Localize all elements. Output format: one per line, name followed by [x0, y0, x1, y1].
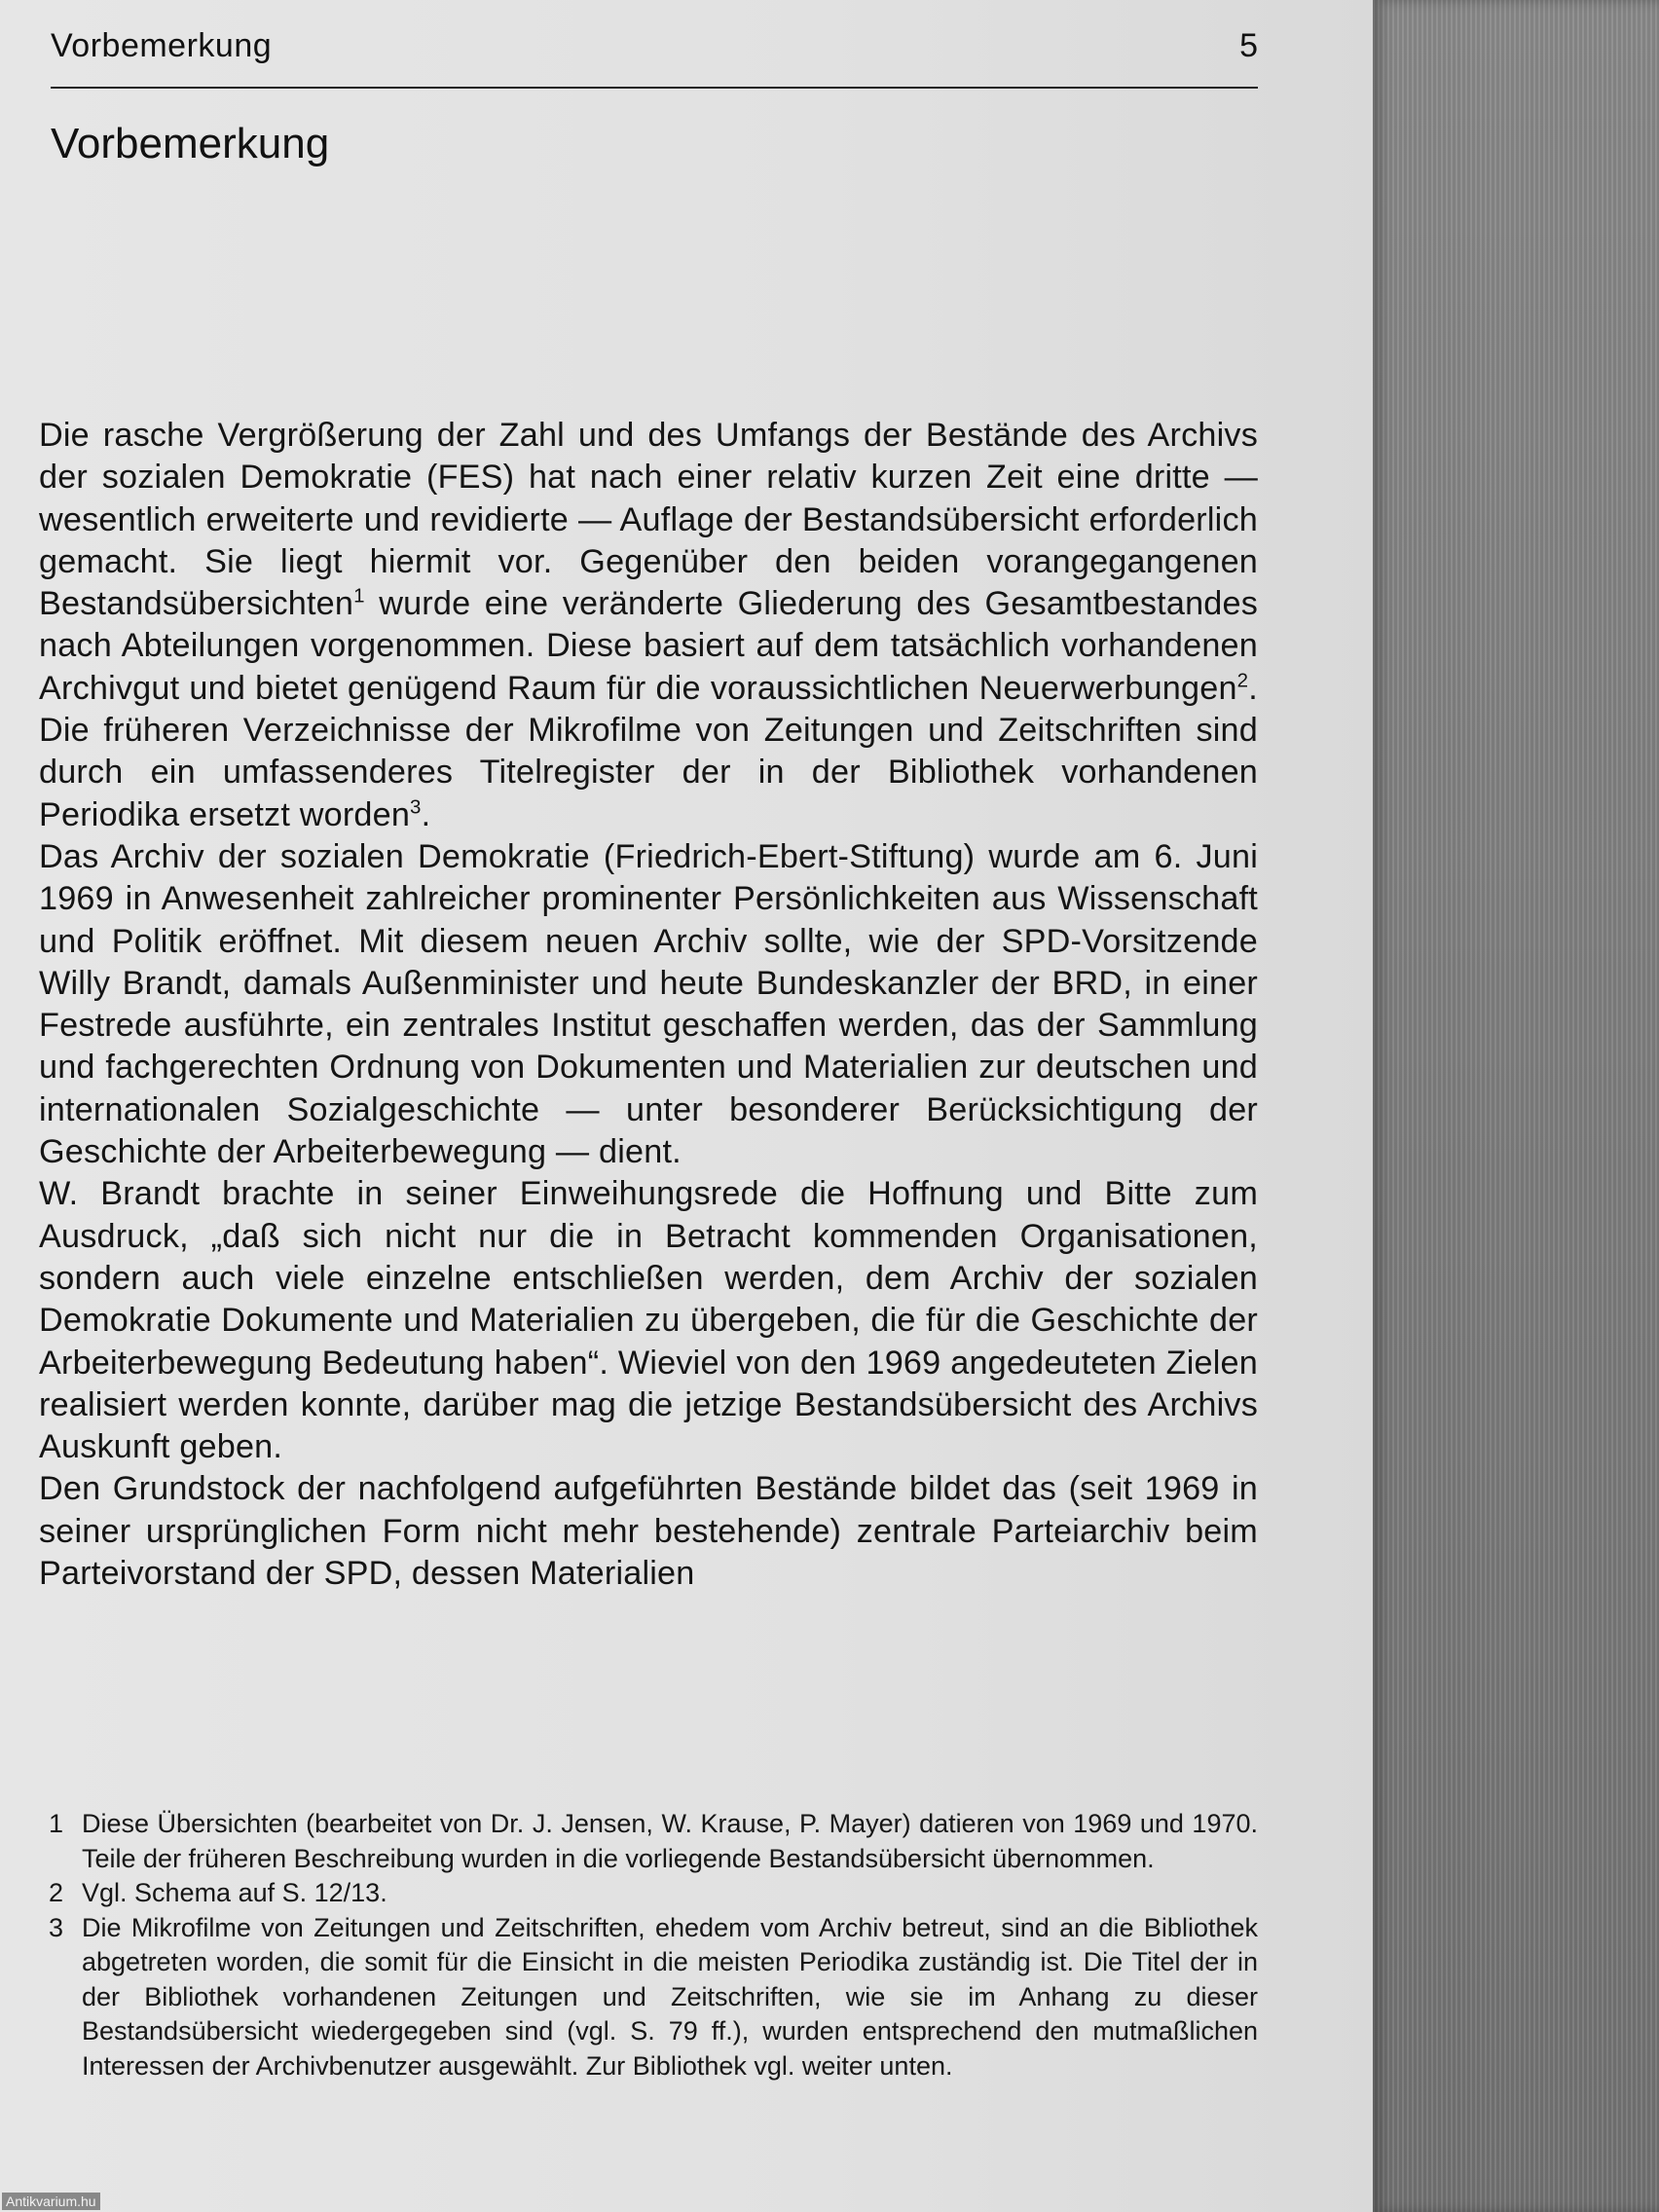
footnote-reference: 3: [410, 795, 422, 819]
chapter-heading: Vorbemerkung: [51, 120, 330, 167]
footnote-number: 1: [49, 1809, 64, 1838]
paragraph-text: W. Brandt brachte in seiner Einweihungsrede die Hoffnung und Bitte zum Ausdruck, „daß sich nicht nur die in Betracht kommenden Organisationen, sondern auch viele einzelne entschließen werden, dem Archiv der sozialen Demokratie Dokumente und Materialien zu übergeben, die für die Geschichte der Arbeiterbewegung Bedeutung haben“. Wieviel von den 1969 angedeuteten Zielen realisiert werden konnte, darüber mag die jetzige Bestandsübersicht des Archivs Auskunft geben.: [39, 1175, 1258, 1466]
header-rule: [51, 87, 1258, 89]
footnote-number: 3: [49, 1912, 64, 1942]
paragraph-text: Das Archiv der sozialen Demokratie (Friedrich-Ebert-Stiftung) wurde am 6. Juni 1969 in Anwesenheit zahlreicher prominenter Persönlichkeiten aus Wissenschaft und Politik eröffnet. Mit diesem neuen Archiv sollte, wie der SPD-Vorsitzende Willy Brandt, damals Außenminister und heute Bundeskanzler der BRD, in einer Festrede ausführte, ein zentrales Institut geschaffen werden, das der Sammlung und fachgerechten Ordnung von Dokumenten und Materialien zur deutschen und internationalen Sozialgeschichte — unter besonderer Berücksichtigung der Geschichte der Arbeiterbewegung — dient.: [39, 837, 1258, 1171]
running-title: Vorbemerkung: [51, 27, 273, 64]
footnote: [49, 1911, 1258, 2084]
body-text: [39, 415, 1258, 1595]
footnote: [49, 1876, 1258, 1911]
paragraph: [39, 1468, 1258, 1595]
footnote-reference: 1: [353, 584, 365, 608]
paragraph-text: Den Grundstock der nachfolgend aufgeführten Bestände bildet das (seit 1969 in seiner ursprünglichen Form nicht mehr bestehende) zentrale Parteiarchiv beim Parteivorstand der SPD, dessen Materialien: [39, 1470, 1258, 1593]
footnote-reference: 2: [1236, 669, 1249, 692]
running-header: [51, 21, 1258, 70]
paragraph: [39, 415, 1258, 836]
paragraph: [39, 1173, 1258, 1468]
paragraph-text: . Die früheren Verzeichnisse der Mikrofilme von Zeitungen und Zeitschriften sind durch ein umfassenderes Titelregister der in der Bibliothek vorhandenen Periodika ersetzt worden: [39, 669, 1258, 833]
page-number: 5: [1239, 27, 1258, 64]
paragraph: [39, 836, 1258, 1173]
paragraph-text: wurde eine veränderte Gliederung des Gesamtbestandes nach Abteilungen vorgenommen. Diese basiert auf dem tatsächlich vorhandenen Archivgut und bietet genügend Raum für die voraussichtlichen Neuerwerbungen: [39, 585, 1258, 707]
footnote: [49, 1807, 1258, 1876]
footnotes: [49, 1807, 1258, 2083]
footnote-text: Die Mikrofilme von Zeitungen und Zeitschriften, ehedem vom Archiv betreut, sind an die Bibliothek abgetreten worden, die somit für die Einsicht in die meisten Periodika zuständig ist. Die Titel der in der Bibliothek vorhandenen Zeitungen und Zeitschriften, wie sie im Anhang zu dieser Bestandsübersicht wiedergegeben sind (vgl. S. 79 ff.), wurden entsprechend den mutmaßlichen Interessen der Archivbenutzer ausgewählt. Zur Bibliothek vgl. weiter unten.: [82, 1912, 1258, 2081]
paragraph-text: .: [421, 795, 431, 833]
footnote-text: Diese Übersichten (bearbeitet von Dr. J. Jensen, W. Krause, P. Mayer) datieren von 1969 und 1970. Teile der früheren Beschreibung wurden in die vorliegende Bestandsübersicht übernommen.: [82, 1809, 1258, 1873]
watermark: Antikvarium.hu: [2, 2193, 100, 2210]
book-page-edge: [1373, 0, 1659, 2212]
footnote-text: Vgl. Schema auf S. 12/13.: [82, 1878, 387, 1907]
paragraph-text: Die rasche Vergrößerung der Zahl und des Umfangs der Bestände des Archivs der sozialen Demokratie (FES) hat nach einer relativ kurzen Zeit eine dritte — wesentlich erweiterte und revidierte — Auflage der Bestandsübersicht erforderlich gemacht. Sie liegt hiermit vor. Gegenüber den beiden vorangegangenen Bestandsübersichten: [39, 417, 1258, 623]
footnote-number: 2: [49, 1878, 64, 1907]
